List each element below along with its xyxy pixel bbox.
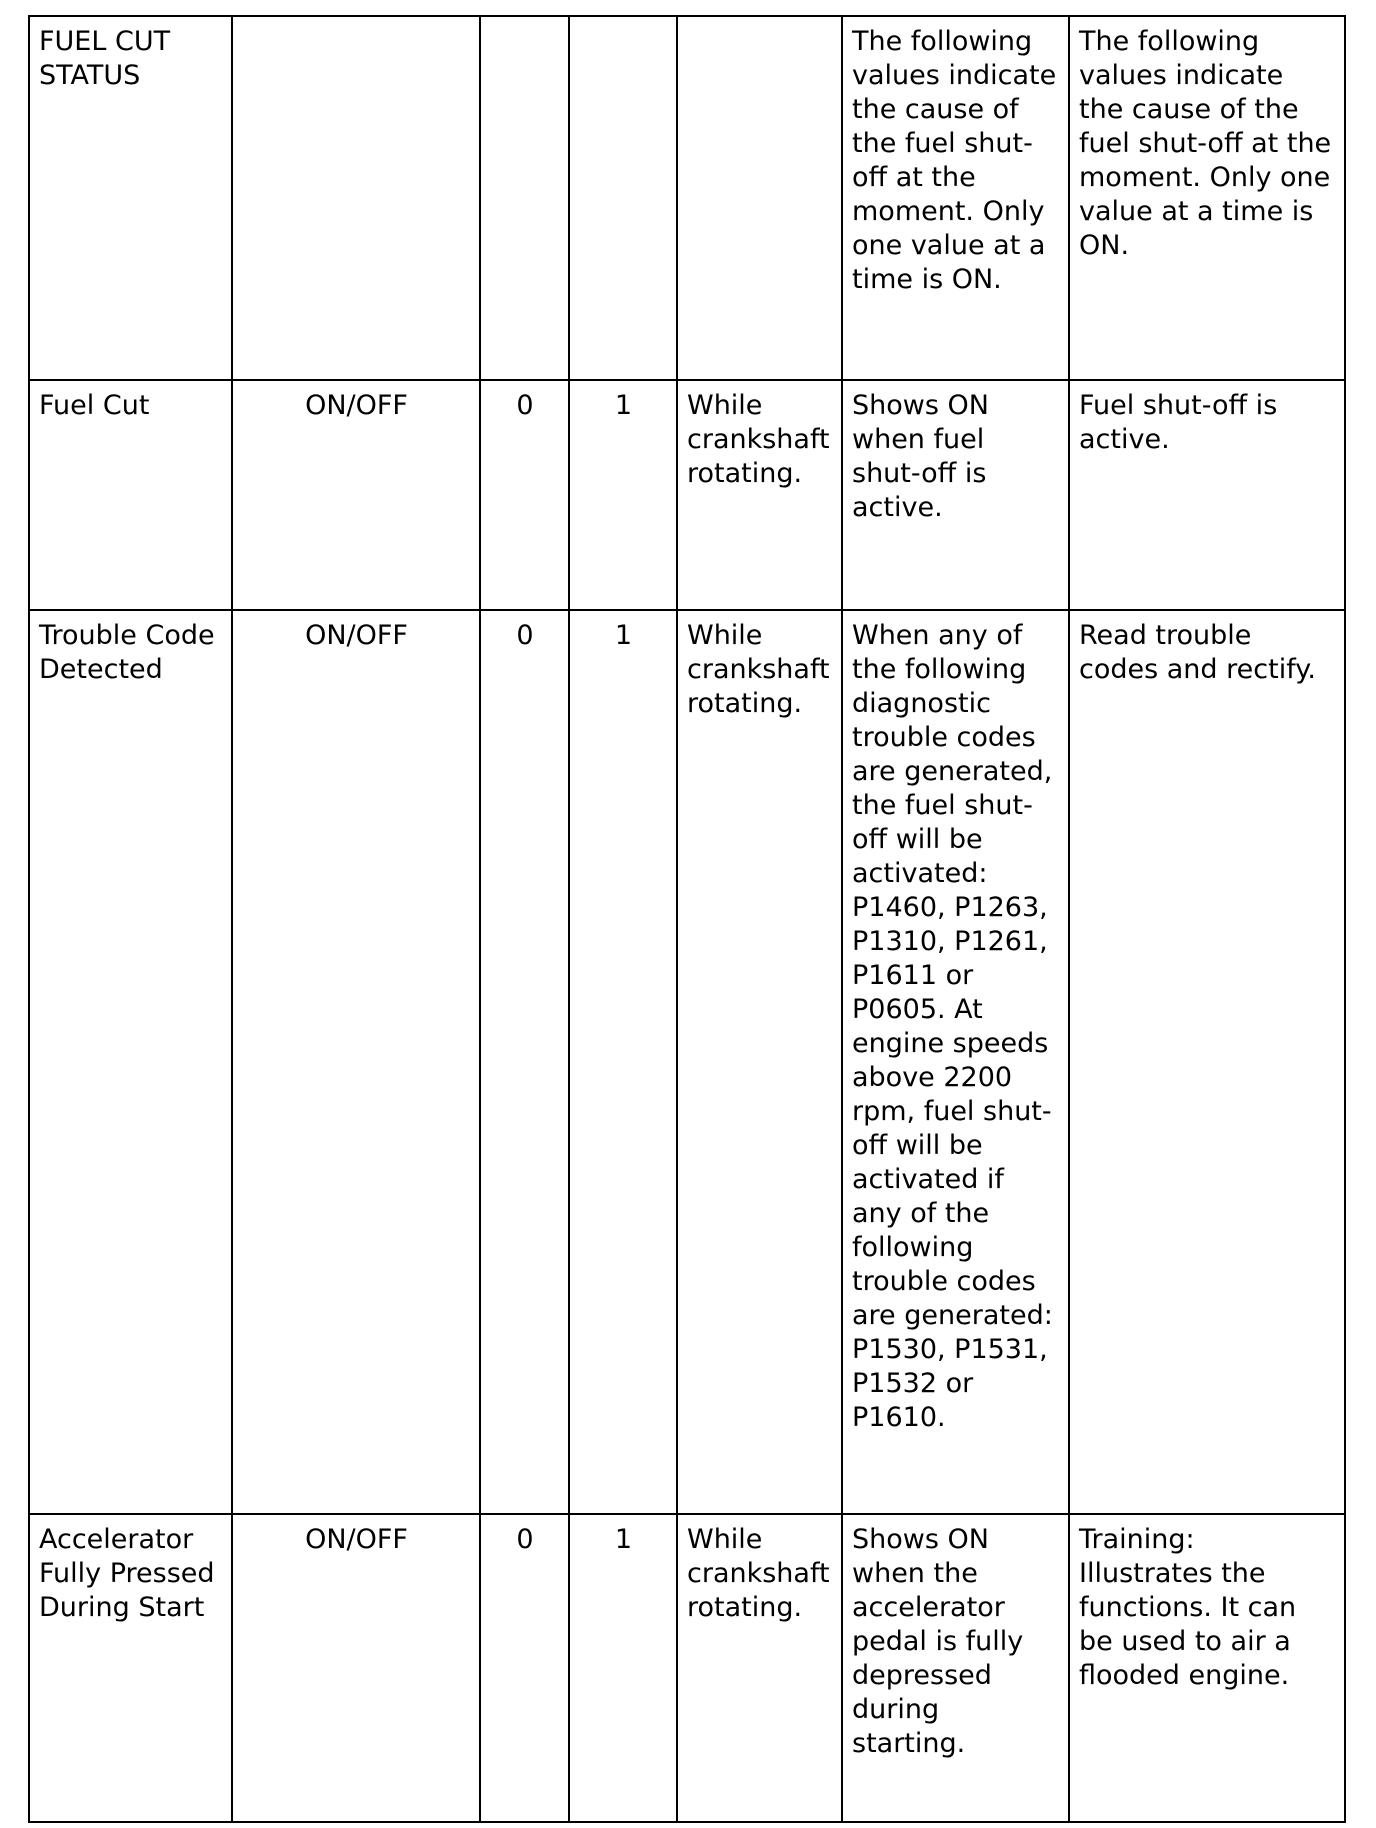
description-cell: Shows ON when the accelerator pedal is fully depressed during starting. bbox=[842, 1514, 1069, 1822]
table-row bbox=[29, 16, 1345, 380]
note-cell: Read trouble codes and rectify. bbox=[1069, 610, 1345, 1514]
parameter-name: FUEL CUT STATUS bbox=[29, 16, 232, 380]
condition-cell bbox=[677, 16, 842, 380]
description-cell: Shows ON when fuel shut-off is active. bbox=[842, 380, 1069, 610]
min-value: 0 bbox=[480, 610, 569, 1514]
fuel-cut-status-table bbox=[28, 15, 1346, 1823]
note-cell: Fuel shut-off is active. bbox=[1069, 380, 1345, 610]
unit-cell: ON/OFF bbox=[232, 1514, 480, 1822]
table-row bbox=[29, 380, 1345, 610]
min-value: 0 bbox=[480, 1514, 569, 1822]
min-value bbox=[480, 16, 569, 380]
note-cell: The following values indicate the cause of the fuel shut-off at the moment. Only one value at a time is ON. bbox=[1069, 16, 1345, 380]
table-row bbox=[29, 1514, 1345, 1822]
table-row bbox=[29, 610, 1345, 1514]
parameter-name: Fuel Cut bbox=[29, 380, 232, 610]
parameter-name: Accelerator Fully Pressed During Start bbox=[29, 1514, 232, 1822]
unit-cell: ON/OFF bbox=[232, 610, 480, 1514]
description-cell: When any of the following diagnostic trouble codes are generated, the fuel shut-off will be activated: P1460, P1263, P1310, P1261, P1611 or P0605. At engine speeds above 2200 rpm, fuel shut-off will be activated if any of the following trouble codes are generated: P1530, P1531, P1532 or P1610. bbox=[842, 610, 1069, 1514]
max-value: 1 bbox=[569, 1514, 677, 1822]
condition-cell: While crankshaft rotating. bbox=[677, 380, 842, 610]
max-value: 1 bbox=[569, 380, 677, 610]
description-cell: The following values indicate the cause of the fuel shut-off at the moment. Only one value at a time is ON. bbox=[842, 16, 1069, 380]
parameter-name: Trouble Code Detected bbox=[29, 610, 232, 1514]
unit-cell bbox=[232, 16, 480, 380]
max-value bbox=[569, 16, 677, 380]
note-cell: Training: Illustrates the functions. It can be used to air a flooded engine. bbox=[1069, 1514, 1345, 1822]
unit-cell: ON/OFF bbox=[232, 380, 480, 610]
condition-cell: While crankshaft rotating. bbox=[677, 610, 842, 1514]
min-value: 0 bbox=[480, 380, 569, 610]
condition-cell: While crankshaft rotating. bbox=[677, 1514, 842, 1822]
max-value: 1 bbox=[569, 610, 677, 1514]
